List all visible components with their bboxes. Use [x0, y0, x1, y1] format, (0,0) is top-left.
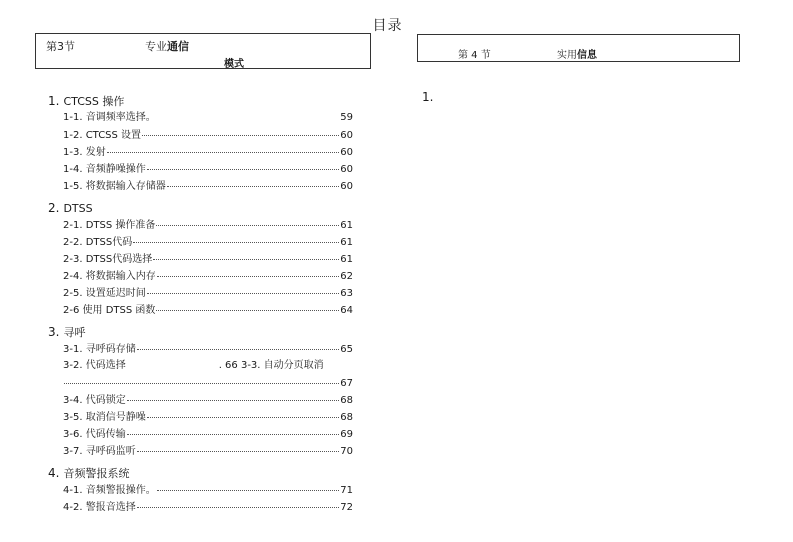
toc-entry-label: 3-6. 代码传输 [63, 429, 126, 440]
toc-page-number: 70 [340, 446, 353, 457]
toc-page-number: 61 [340, 237, 353, 248]
section-title-part: 专业 [145, 40, 167, 53]
dot-leader [156, 299, 339, 311]
chapter-title: 寻呼 [63, 326, 86, 339]
toc-chapter [48, 93, 353, 194]
toc-chapter [48, 465, 353, 515]
dot-leader [142, 124, 339, 136]
toc-entry[interactable] [48, 442, 353, 459]
toc-page-number: 68 [340, 412, 353, 423]
toc-entry-label: 2-5. 设置延迟时间 [63, 288, 146, 299]
chapter-number: 3. [48, 325, 60, 339]
toc-page-number: 67 [340, 378, 353, 389]
toc-page-number: 62 [340, 271, 353, 282]
toc-entry-label: 2-6 使用 DTSS 函数 [63, 305, 156, 316]
toc-page-number: 68 [340, 395, 353, 406]
section-subtitle: 模式 [224, 59, 244, 70]
toc-entry[interactable] [48, 301, 353, 318]
dot-leader [127, 389, 340, 401]
toc-entry-label: 2-4. 将数据输入内存 [63, 271, 156, 282]
chapter-number: 1. [48, 94, 60, 108]
toc-entry[interactable] [48, 340, 353, 357]
dot-leader [133, 231, 339, 243]
toc-page-number: 69 [340, 429, 353, 440]
toc-entry-label: 3-7. 寻呼码监听 [63, 446, 136, 457]
toc-entry-label: 4-1. 音频警报操作。 [63, 485, 156, 496]
toc-entry-label: 1-4. 音频静噪操作 [63, 164, 146, 175]
toc-page-number: 60 [340, 181, 353, 192]
toc-entry[interactable] [48, 498, 353, 515]
section-3-header [35, 33, 371, 69]
toc-entry-label: 2-3. DTSS代码选择 [63, 254, 153, 265]
toc-entry-label: 1-2. CTCSS 设置 [63, 130, 142, 141]
dot-leader [147, 406, 340, 418]
toc-chapter [48, 324, 353, 459]
dot-leader [64, 372, 339, 384]
chapter-title: DTSS [63, 202, 93, 215]
dot-leader [137, 496, 340, 508]
toc-page-number: 60 [340, 147, 353, 158]
toc-page-number: 65 [340, 344, 353, 355]
toc-entry-label: 1-5. 将数据输入存储器 [63, 181, 166, 192]
dot-leader [137, 440, 340, 452]
toc-entry-label: 3-4. 代码锁定 [63, 395, 126, 406]
section-label: 第 4 节 [458, 50, 491, 61]
section-4-header [417, 34, 740, 62]
toc-entry-continuation: . 66 3-3. 自动分页取消 [218, 360, 324, 371]
toc-entry-label: 3-5. 取消信号静噪 [63, 412, 146, 423]
chapter-number: 2. [48, 201, 60, 215]
dot-leader [107, 141, 340, 153]
dot-leader [157, 479, 340, 491]
toc-entry-label: 2-2. DTSS代码 [63, 237, 133, 248]
chapter-title: CTCSS 操作 [63, 95, 125, 108]
toc-entry-label: 3-1. 寻呼码存储 [63, 344, 136, 355]
section-title [145, 38, 189, 54]
toc-entry-label: 4-2. 警报音选择 [63, 502, 136, 513]
section-title-bold: 通信 [167, 40, 189, 53]
toc-page-number: 71 [340, 485, 353, 496]
toc-entry-label: 3-2. 代码选择 [63, 360, 126, 371]
dot-leader [147, 158, 340, 170]
table-of-contents [48, 93, 353, 521]
dot-leader [147, 282, 340, 294]
toc-page-number: 60 [340, 164, 353, 175]
toc-page-number: 64 [340, 305, 353, 316]
toc-entry-label: 1-1. 音调频率选择。 [63, 112, 156, 123]
section-label: 第3节 [46, 40, 75, 53]
dot-leader [156, 214, 339, 226]
dot-leader [157, 265, 340, 277]
toc-page-number: 72 [340, 502, 353, 513]
chapter-title: 音频警报系统 [63, 467, 130, 480]
section-4-item: 1. [422, 90, 434, 104]
toc-page-number: 60 [340, 130, 353, 141]
toc-page-number: 61 [340, 254, 353, 265]
dot-leader [167, 175, 340, 187]
chapter-number: 4. [48, 466, 60, 480]
toc-page-number: 63 [340, 288, 353, 299]
page-title: 目录 [372, 18, 403, 34]
toc-entry[interactable] [48, 177, 353, 194]
chapter-heading[interactable] [48, 93, 353, 109]
section-title-part: 实用 [557, 50, 577, 61]
section-title [557, 46, 597, 61]
toc-page-number: 59 [340, 112, 353, 123]
toc-chapter [48, 200, 353, 318]
toc-entry-label: 1-3. 发射 [63, 147, 106, 158]
dot-leader [127, 423, 340, 435]
toc-entry-label: 2-1. DTSS 操作准备 [63, 220, 156, 231]
toc-page-number: 61 [340, 220, 353, 231]
section-title-bold: 信息 [577, 50, 597, 61]
dot-leader [153, 248, 339, 260]
dot-leader [137, 338, 340, 350]
